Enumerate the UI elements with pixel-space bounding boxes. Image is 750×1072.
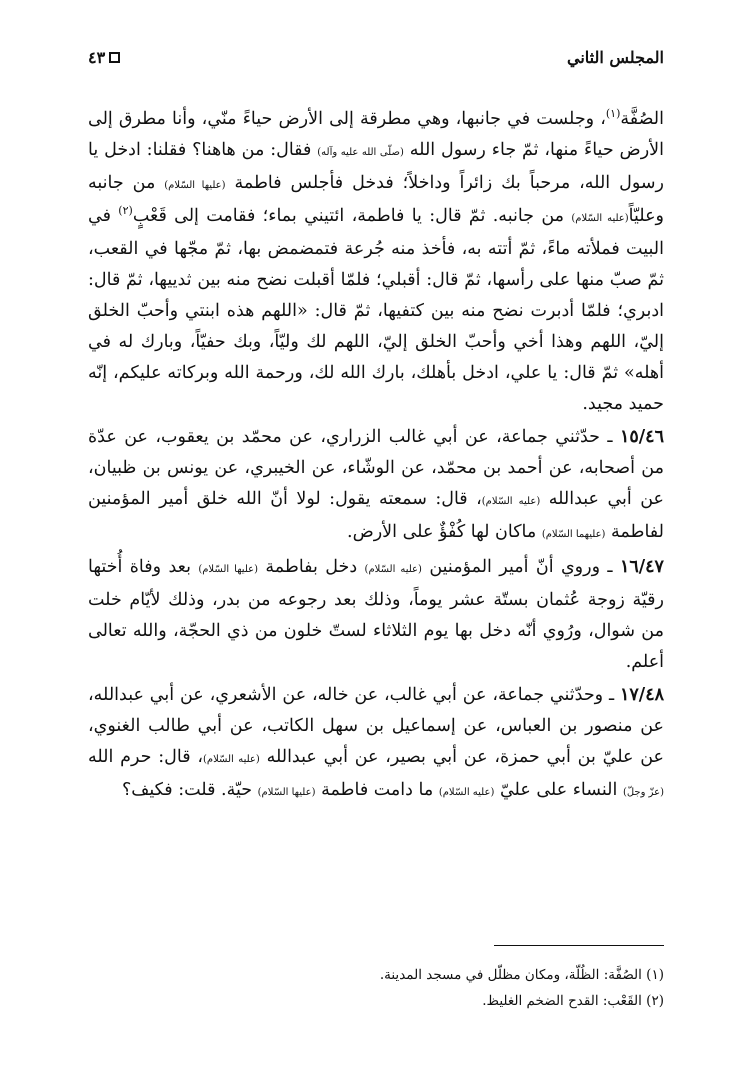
footnote-ref-2: (٢) [118, 204, 133, 218]
honorific: (عليهما السّلام) [541, 529, 606, 540]
text-run: الصُفَّة [620, 109, 664, 129]
chapter-title: المجلس الثاني [567, 47, 664, 67]
page-number [88, 48, 120, 67]
text-run: فقال: من هاهنا؟ فقلنا: ادخل يا رسول الله، مرحباً بك زائراً وداخلاً؛ فدخل فأجلس فاطمة [88, 140, 664, 193]
page-header [88, 40, 664, 74]
hadith-number: ١٥/٤٦ [619, 427, 664, 447]
footnote-ref-1: (١) [605, 107, 621, 121]
main-text [88, 104, 664, 808]
text-run: من جانبه. ثمّ قال: يا فاطمة، ائتيني بماء؛ فقامت إلى قَعْبٍ [132, 206, 565, 226]
footnote-1: (١) الصُفَّة: الظُلّة، ومكان مظلّل في مسجد المدينة. [379, 967, 664, 983]
hadith-number: ١٦/٤٧ [619, 557, 664, 577]
honorific: (عليها السّلام) [164, 180, 226, 191]
text-run: ما دامت فاطمة [321, 780, 434, 800]
page-number-box-icon [109, 52, 120, 63]
honorific: (صلّى الله عليه وآله) [317, 147, 404, 158]
text-run: ـ حدّثني جماعة، عن أبي غالب الزراري، عن محمّد بن يعقوب، عن عدّة من أصحابه، عن أحمد بن محمّد، عن الوشّاء، عن الخيبري، عن يونس بن ظبيان، عن أبي عبدالله [88, 427, 664, 509]
paragraph-4 [88, 680, 664, 808]
paragraph-1 [88, 104, 664, 420]
honorific: (عليه السّلام) [571, 213, 629, 224]
footnote-2: (٢) القَعْب: القدح الضخم الغليظ. [482, 993, 664, 1009]
footnotes [88, 962, 664, 1014]
text-run: النساء على عليّ [499, 780, 618, 800]
honorific: (عليها السّلام) [198, 564, 259, 575]
text-run: في البيت فملأته ماءً، ثمّ أتته به، فأخذ منه جُرعة فتمضمض بها، ثمّ مجّها في القعب، ثمّ صبّ منها على رأسها، ثمّ قال: أقبلي؛ فلمّا أقبلت نضح منه بين ثدييها، ثمّ قال: ادبري؛ فلمّا أدبرت نضح منه بين كتفيها، ثمّ قال: «اللهم هذه ابنتي وأحبّ الخلق إليّ، اللهم وهذا أخي وأحبّ الخلق إليّ، اللهم لك وليّاً، وبك حفيّاً، وبارك له في أهله» ثمّ قال: يا علي، ادخل بأهلك، بارك الله لك، ورحمة الله وبركاته عليكم، إنّه حميد مجيد. [88, 206, 664, 414]
honorific: (عزّ وجلّ) [622, 787, 664, 798]
text-run: من جانبه وعليّاً [88, 173, 664, 226]
honorific: (عليه السّلام) [364, 564, 422, 575]
hadith-number: ١٧/٤٨ [620, 685, 664, 705]
footnote-divider [494, 945, 664, 946]
text-run: بعد وفاة أُختها رقيّة زوجة عُثمان بستّة عشر يوماً، وذلك بعد رجوعه من بدر، وذلك لأيّام خلت من شوال، ورُوي أنّه دخل بها يوم الثلاثاء لستّ خلون من ذي الحجّة، والله تعالى أعلم. [88, 557, 664, 672]
paragraph-2 [88, 422, 664, 550]
text-run: ، قال: حرم الله [88, 747, 203, 767]
honorific: (عليه السّلام) [203, 754, 260, 765]
text-run: حيّة. قلت: فكيف؟ [121, 780, 253, 800]
text-run: ، قال: سمعته يقول: لولا أنّ الله خلق أمير المؤمنين لفاطمة [88, 489, 664, 542]
honorific: (عليها السّلام) [257, 787, 316, 798]
honorific: (عليه السّلام) [438, 787, 495, 798]
text-run: ماكان لها كُفْؤٌ على الأرض. [347, 522, 537, 542]
paragraph-3 [88, 552, 664, 678]
honorific: (عليه السّلام) [481, 496, 541, 507]
text-run: ـ وروي أنّ أمير المؤمنين [429, 557, 613, 577]
text-run: ، وجلست في جانبها، وهي مطرقة إلى الأرض حياءً منّي، وأنا مطرق إلى الأرض حياءً منها، ثمّ جاء رسول الله [88, 109, 664, 160]
text-run: دخل بفاطمة [265, 557, 358, 577]
page-number-text: ٤٣ [88, 47, 106, 67]
text-run: ـ وحدّثني جماعة، عن أبي غالب، عن خاله، عن الأشعري، عن أبي عبدالله، عن منصور بن العباس، عن إسماعيل بن سهل الكاتب، عن أبي طالب الغنوي، عن عليّ بن أبي حمزة، عن أبي بصير، عن أبي عبدالله [88, 685, 664, 767]
